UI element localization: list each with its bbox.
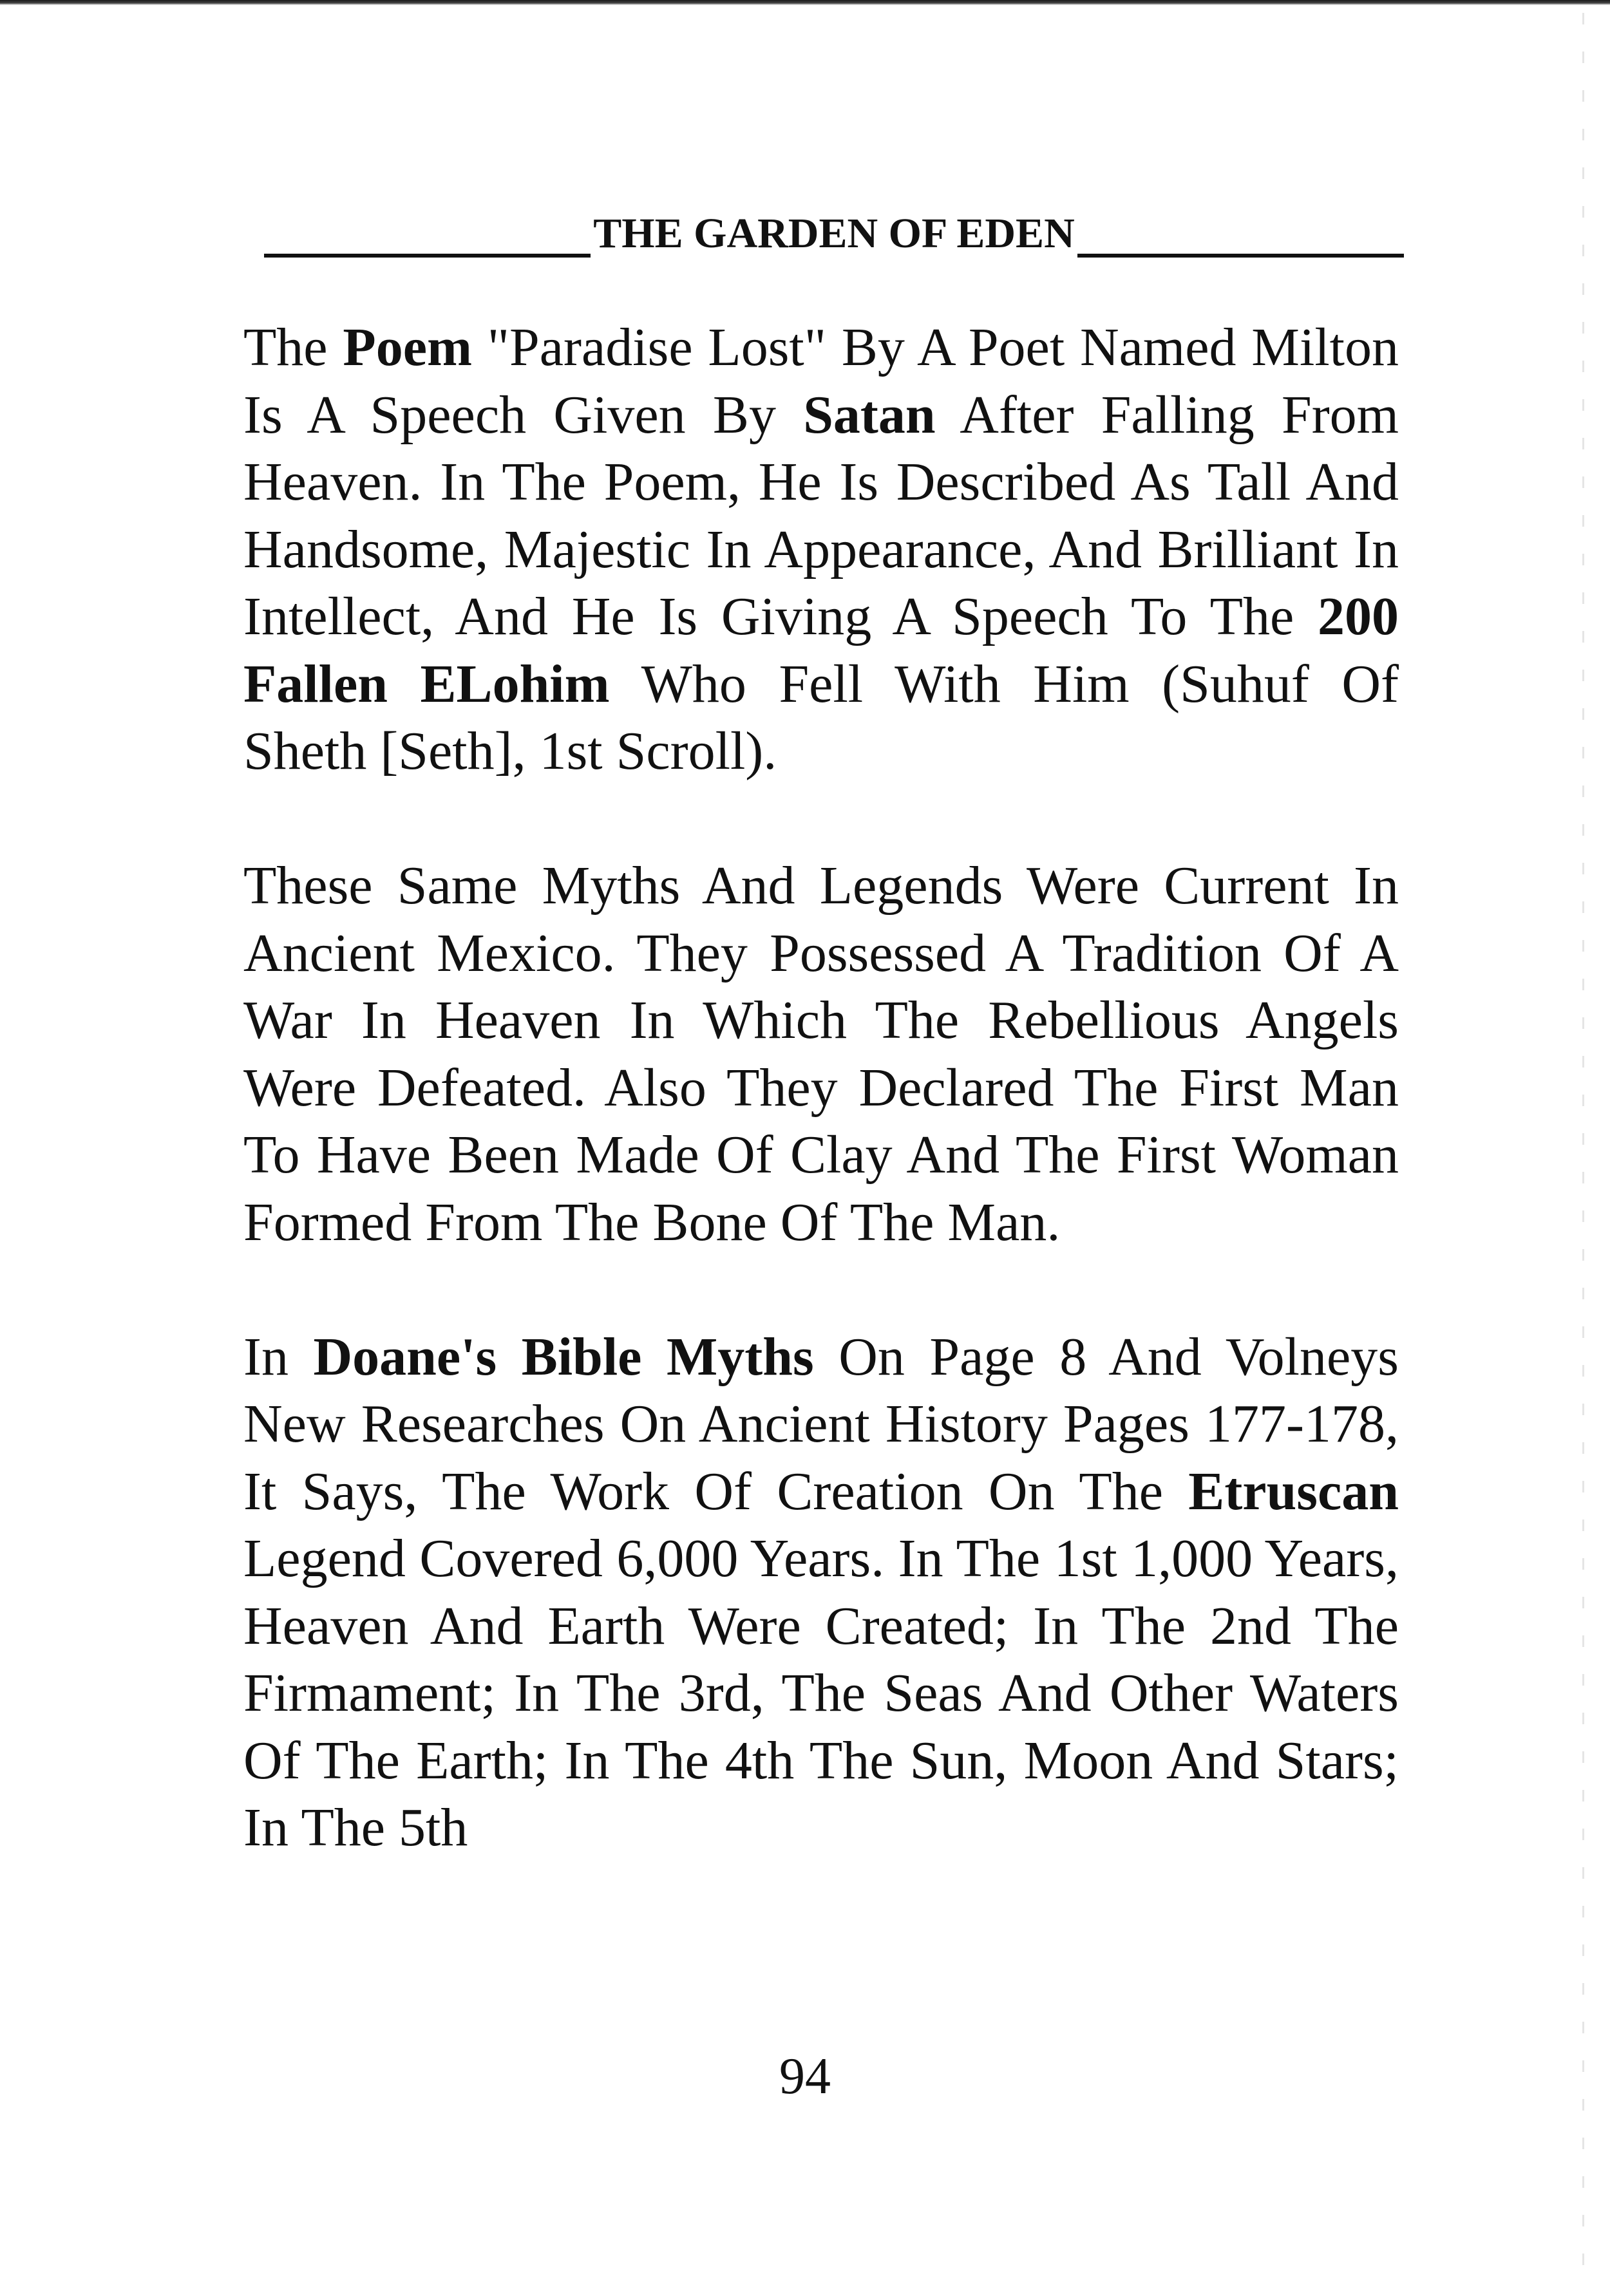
bold-term-satan: Satan: [803, 384, 936, 445]
header-title: THE GARDEN OF EDEN: [593, 210, 1075, 257]
text-segment: The: [243, 317, 343, 377]
text-segment: "Paradise Lost" By A Poet Named Milton Is A Speech Given By: [243, 317, 1399, 445]
page-number: 94: [779, 2048, 831, 2105]
scan-right-edge: [1582, 13, 1584, 2279]
page-body: [243, 314, 1399, 1929]
bold-term-doanes-bible-myths: Doane's Bible Myths: [313, 1326, 814, 1387]
text-segment: Legend Covered 6,000 Years. In The 1st 1,000 Years, Heaven And Earth Were Created; In The 2nd The Firmament; In The 3rd, The Seas And Other Waters Of The Earth; In The 4th The Sun, Moon And Stars; In The 5th: [243, 1529, 1399, 1858]
paragraph-2: [243, 852, 1399, 1256]
text-segment: In: [243, 1326, 314, 1387]
scan-top-edge: [0, 0, 1610, 5]
text-segment: Who Fell With Him (Suhuf Of Sheth [Seth], 1st Scroll).: [243, 654, 1399, 781]
text-segment: These Same Myths And Legends Were Current In Ancient Mexico. They Possessed A Tradition Of A War In Heaven In Which The Rebellious Angels Were Defeated. Also They Declared The First Man To Have Been Made Of Clay And The First Woman Formed From The Bone Of The Man.: [243, 856, 1399, 1252]
paragraph-3: [243, 1324, 1399, 1862]
bold-term-fallen-elohim: 200 Fallen ELohim: [243, 587, 1399, 714]
header-rule-right: [1077, 254, 1404, 258]
text-segment: After Falling From Heaven. In The Poem, He Is Described As Tall And Handsome, Majestic In Appearance, And Brilliant In Intellect, And He Is Giving A Speech To The: [243, 384, 1399, 646]
bold-term-poem: Poem: [343, 317, 472, 377]
bold-term-etruscan: Etruscan: [1188, 1461, 1399, 1521]
text-segment: On Page 8 And Volneys New Researches On Ancient History Pages 177-178, It Says, The Work Of Creation On The: [243, 1326, 1399, 1521]
paragraph-1: [243, 314, 1399, 786]
header-rule-left: [264, 254, 591, 258]
running-header: [264, 205, 1404, 263]
